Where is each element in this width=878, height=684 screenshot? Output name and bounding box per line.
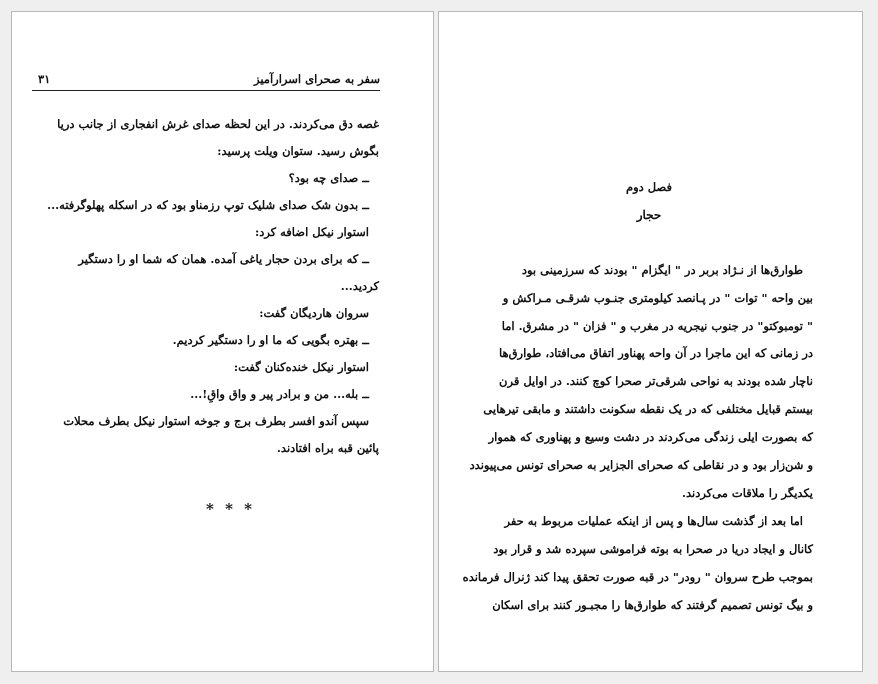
section-end-marks: * * * (206, 500, 255, 518)
text-line: بگوش رسید. ستوان ویلت پرسید: (217, 144, 379, 158)
text-line: کردید... (340, 279, 379, 293)
text-line: بموجب طرح سروان " رودر" در قبه صورت تحقق پیدا کند ژنرال فرمانده (462, 570, 813, 584)
text-line: بین واحه " توات " در پـانصد کیلومتری جنـوب شرقـی مـراکش و (502, 291, 813, 305)
book-title: سفر به صحرای اسرارآمیز (253, 72, 380, 86)
text-line: ــ صدای چه بود؟ (288, 171, 369, 185)
text-line: ناچار شده بودند به نواحی شرقی‌تر صحرا کوچ کنند. در اوایل قرن (499, 374, 813, 388)
text-line: ــ که برای بردن حجار یاغی آمده. همان که شما او را دستگیر (78, 252, 369, 266)
text-line: ــ بدون شک صدای شلیک توپ رزمناو بود که در اسکله پهلوگرفته... (47, 198, 369, 212)
text-line: " تومبوکتو" در جنوب نیجریه در مغرب و " فزان " در مشرق. اما (501, 319, 813, 333)
text-line: غصه دق می‌کردند. در این لحظه صدای غرش انفجاری از جانب دریا (57, 117, 379, 131)
text-line: که بصورت ایلی زندگی می‌کردند در دشت وسیع و پهناوری که هموار (488, 430, 813, 444)
text-line: طوارق‌ها از نـژاد بربر در " ایگزام " بودند که سرزمینی بود (521, 263, 803, 277)
right-page (438, 11, 863, 672)
text-line: کانال و ایجاد دریا در صحرا به بوته فراموشی سپرده شد و قرار بود (493, 542, 813, 556)
text-line: استوار نیکل اضافه کرد: (254, 225, 369, 239)
text-line: ــ بله... من و برادر پیر و واق واقِ!... (190, 387, 369, 401)
page-header (32, 70, 380, 91)
text-line: سروان هاردیگان گفت: (259, 306, 369, 320)
text-line: پائین قبه براه افتادند. (276, 441, 379, 455)
text-line: بیستم قبایل مختلفی که در یک نقطه سکونت داشتند و مابقی تیرهایی (483, 402, 813, 416)
text-line: و شن‌زار بود و در نقاطی که صحرای الجزایر به صحرای تونس می‌پیوندد (469, 458, 813, 472)
chapter-title: حجار (636, 208, 662, 222)
text-line: ــ بهتره بگویی که ما او را دستگیر کردیم. (172, 333, 369, 347)
text-line: اما بعد از گذشت سال‌ها و پس از اینکه عملیات مربوط به حفر (504, 514, 803, 528)
text-line: یکدیگر را ملاقات می‌کردند. (681, 486, 813, 500)
left-page (11, 11, 434, 672)
text-line: و بیگ تونس تصمیم گرفتند که طوارق‌ها را مجبـور کنند برای اسکان (492, 598, 813, 612)
page-number: ۳۱ (38, 72, 51, 86)
text-line: سپس آندو افسر بطرف برج و جوخه استوار نیکل بطرف محلات (63, 414, 369, 428)
text-line: استوار نیکل خنده‌کنان گفت: (233, 360, 369, 374)
chapter-number: فصل دوم (626, 180, 672, 194)
text-line: در زمانی که این ماجرا در آن واحه پهناور اتفاق می‌افتاد، طوارق‌ها (499, 346, 813, 360)
